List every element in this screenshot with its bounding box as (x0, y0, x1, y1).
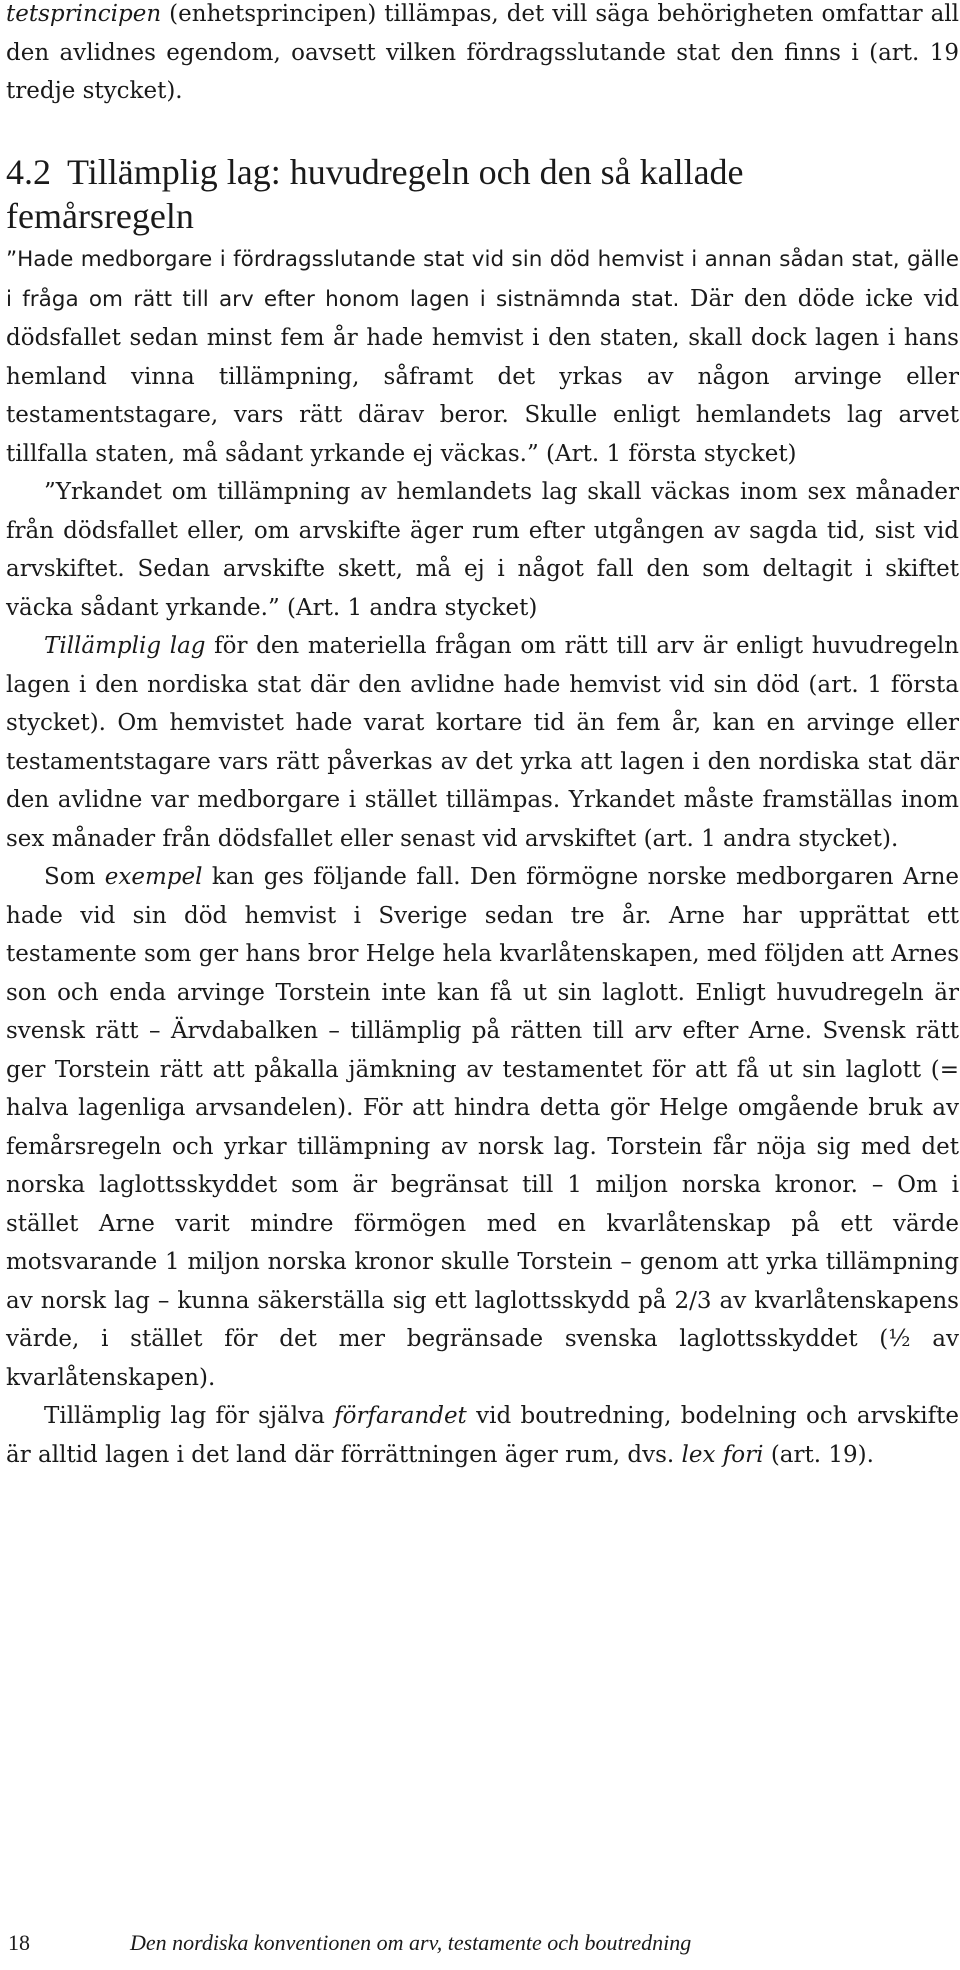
section-body (6, 240, 959, 1474)
para3-post: (art. 19). (763, 1441, 874, 1468)
page-number: 18 (8, 1930, 30, 1955)
quote-2-text: ”Yrkandet om tillämpning av hemlandets lag skall väckas inom sex månader från dödsfallet eller, om arvskifte äger rum efter utgången av sagda tid, sist vid arvskiftet. Sedan arvskifte skett, må ej i något fall den som deltagit i skiftet väcka sådant yrkande.” (Art. 1 andra stycket) (6, 479, 959, 621)
intro-text: (enhetsprincipen) tillämpas, det vill säga behörigheten omfattar all den avlidnes egendom, oavsett vilken fördragsslutande stat den finns i (art. 19 tredje stycket). (6, 1, 959, 104)
para3-emphasis: förfarandet (334, 1403, 467, 1429)
paragraph-applicable-law (6, 627, 959, 858)
intro-paragraph (6, 0, 959, 111)
section-heading (6, 150, 906, 238)
para1-text: för den materiella frågan om rätt till arv är enligt huvudregeln lagen i den nordiska stat där den avlidne hade hemvist vid sin död (art. 1 första stycket). Om hemvistet hade varat kortare tid än fem år, kan en arvinge eller testamentstagare vars rätt påverkas av det yrka att lagen i den nordiska stat där den avlidne var medborgare i stället tillämpas. Yrkandet måste framställas inom sex månader från dödsfallet eller senast vid arvskiftet (art. 1 andra stycket). (6, 633, 959, 852)
para3-emphasis-2: lex fori (681, 1441, 764, 1468)
para2-text: kan ges följande fall. Den förmögne norske medborgaren Arne hade vid sin död hemvist i Sverige sedan tre år. Arne har upprättat ett testamente som ger hans bror Helge hela kvarlåtenskapen, med följden att Arnes son och enda arvinge Torstein inte kan få ut sin laglott. Enligt huvudregeln är svensk rätt – Ärvdabalken – tillämplig på rätten till arv efter Arne. Svensk rätt ger Torstein rätt att påkalla jämkning av testamentet för att få ut sin laglott (= halva lagenliga arvsandelen). För att hindra detta gör Helge omgående bruk av femårsregeln och yrkar tillämpning av norsk lag. Torstein får nöja sig med det norska laglottsskyddet som är begränsat till 1 miljon norska kronor. – Om i stället Arne varit mindre förmögen med en kvarlåtenskap på ett värde motsvarande 1 miljon norska kronor skulle Torstein – genom att yrka tillämpning av norsk lag – kunna säkerställa sig ett laglottsskydd på 2/3 av kvarlåtenskapens värde, i stället för det mer begränsade svenska laglottsskyddet (½ av kvarlåtenskapen). (6, 864, 959, 1391)
section-title: Tillämplig lag: huvudregeln och den så kallade femårsregeln (6, 152, 744, 236)
intro-emphasis: tetsprincipen (6, 1, 162, 27)
quote-article-1-first (6, 240, 959, 473)
paragraph-example (6, 858, 959, 1397)
quote-serif-part: Där den döde icke vid dödsfallet sedan minst fem år hade hemvist i den staten, skall dock lagen i hans hemland vinna tillämpning, såframt det yrkas av någon arvinge eller testamentstagare, vars rätt därav beror. Skulle enligt hemlandets lag arvet tillfalla staten, må sådant yrkande ej väckas.” (Art. 1 första stycket) (6, 285, 959, 467)
running-title: Den nordiska konventionen om arv, testamente och boutredning (130, 1930, 692, 1955)
page-footer (0, 1930, 960, 1960)
quote-sans-part: ”Hade medborgare i fördragsslutande stat vid sin död hemvist i annan sådan stat, gälle i fråga om rätt till arv efter honom lagen i sistnämnda stat. (6, 247, 959, 312)
para3-pre: Tillämplig lag för själva (44, 1403, 335, 1429)
para2-pre: Som (44, 864, 105, 890)
para3-mid: vid boutredning, bodelning och arvskifte är alltid lagen i det land där förrättningen äger rum, dvs. (6, 1403, 959, 1468)
section-number: 4.2 (6, 152, 51, 192)
para1-emphasis: Tillämplig lag (44, 633, 206, 659)
paragraph-procedure (6, 1397, 959, 1474)
para2-emphasis: exempel (104, 864, 203, 890)
quote-article-1-second (6, 473, 959, 627)
